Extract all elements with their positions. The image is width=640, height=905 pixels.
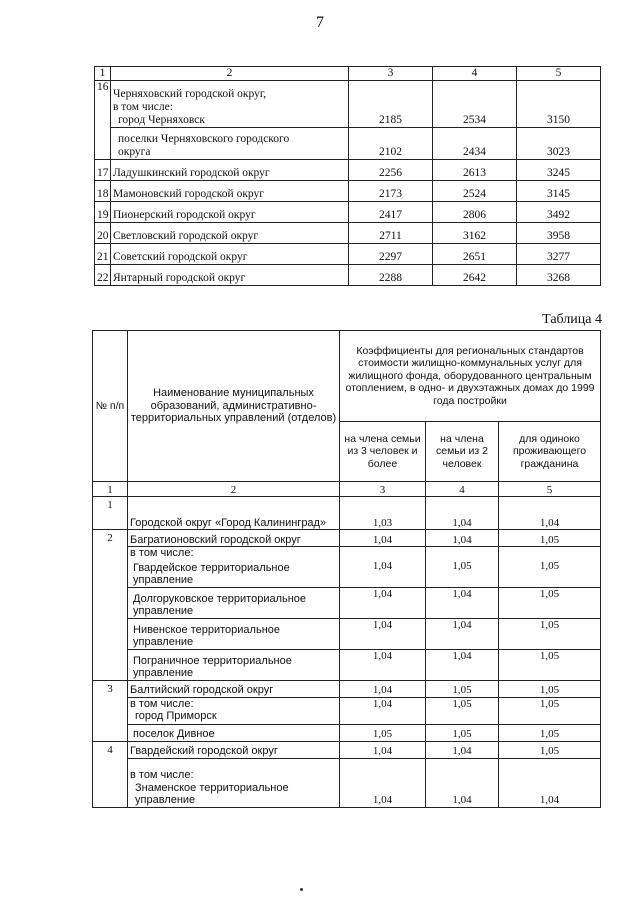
row-name: поселок Дивное <box>128 724 340 741</box>
coefficient-table <box>92 330 601 808</box>
value-4: 2613 <box>433 160 517 181</box>
value-3: 1,04 <box>340 680 426 697</box>
row-sub-name: Знаменское территориальное управление <box>135 781 289 806</box>
value-4: 2642 <box>433 265 517 286</box>
index-cell: 1 <box>93 482 128 497</box>
row-name-line: Светловский городской округ <box>113 230 259 242</box>
row-name: Гвардейский городской округ <box>128 741 340 758</box>
table1-header-cell: 2 <box>111 67 349 81</box>
value-5: 1,05 <box>499 697 601 724</box>
value-5: 3277 <box>517 244 601 265</box>
row-name-line: Мамоновский городской округ <box>113 188 264 200</box>
row-number: 16 <box>95 81 111 128</box>
row-name: Долгоруковское территориальное управление <box>128 587 340 618</box>
value-5: 1,05 <box>499 560 601 588</box>
page-number: 7 <box>316 14 324 31</box>
row-name <box>111 265 349 286</box>
value-5: 1,05 <box>499 724 601 741</box>
value-5: 3958 <box>517 223 601 244</box>
row-name <box>111 223 349 244</box>
row-name-line: в том числе: <box>113 100 173 113</box>
table-row <box>93 547 601 560</box>
value-3: 1,04 <box>340 530 426 547</box>
table-row <box>95 223 601 244</box>
table1-header-cell: 1 <box>95 67 111 81</box>
table-row <box>93 587 601 618</box>
table-row <box>95 265 601 286</box>
table-row <box>93 680 601 697</box>
row-number: 1 <box>93 497 128 530</box>
value-5: 3268 <box>517 265 601 286</box>
value-4: 1,04 <box>426 497 499 530</box>
value-4: 1,05 <box>426 724 499 741</box>
value-4: 1,04 <box>426 649 499 680</box>
value-3: 2185 <box>349 81 433 128</box>
index-cell: 3 <box>340 482 426 497</box>
index-cell: 4 <box>426 482 499 497</box>
value-5: 3492 <box>517 202 601 223</box>
row-name-line: Советский городской округ <box>113 251 248 263</box>
table1-header-cell: 3 <box>349 67 433 81</box>
sub-header-3: на члена семьи из 3 человек и более <box>340 421 426 481</box>
row-name: Гвардейское территориальное управление <box>128 560 340 588</box>
value-3: 2102 <box>349 127 433 160</box>
table1-header-row <box>95 67 601 81</box>
table2-index-row <box>93 482 601 497</box>
value-3: 2173 <box>349 181 433 202</box>
value-3: 1,04 <box>340 649 426 680</box>
value-3: 2297 <box>349 244 433 265</box>
value-5: 1,04 <box>499 758 601 807</box>
row-number: 2 <box>93 530 128 681</box>
row-name: Нивенское территориальное управление <box>128 618 340 649</box>
table-row <box>95 181 601 202</box>
value-3: 1,03 <box>340 497 426 530</box>
value-3: 1,04 <box>340 741 426 758</box>
value-3: 1,04 <box>340 618 426 649</box>
table-row <box>95 244 601 265</box>
value-5: 3145 <box>517 181 601 202</box>
table1-header-cell: 5 <box>517 67 601 81</box>
table-continued <box>94 66 601 286</box>
table-row <box>95 81 601 128</box>
sub-header-4: на члена семьи из 2 человек <box>426 421 499 481</box>
row-name <box>128 758 340 807</box>
value-5: 1,05 <box>499 680 601 697</box>
table-row <box>93 697 601 724</box>
table-row <box>93 560 601 588</box>
value-3: 1,04 <box>340 560 426 588</box>
row-name-line: Янтарный городской округ <box>113 272 246 284</box>
value-3: 1,04 <box>340 697 426 724</box>
value-4: 1,04 <box>426 587 499 618</box>
value-4: 1,05 <box>426 697 499 724</box>
table-row <box>93 724 601 741</box>
row-name: Балтийский городской округ <box>128 680 340 697</box>
table-row <box>93 530 601 547</box>
value-5: 1,05 <box>499 649 601 680</box>
row-number: 22 <box>95 265 111 286</box>
value-4: 1,04 <box>426 758 499 807</box>
value-4: 2806 <box>433 202 517 223</box>
row-name <box>128 697 340 724</box>
table-row <box>93 649 601 680</box>
value-4: 1,04 <box>426 618 499 649</box>
row-name <box>111 244 349 265</box>
table1-body <box>95 81 601 286</box>
value-5: 3245 <box>517 160 601 181</box>
value-5: 1,05 <box>499 530 601 547</box>
value-4: 2651 <box>433 244 517 265</box>
row-name: Пограничное территориальное управление <box>128 649 340 680</box>
row-name-line: округа <box>118 146 151 158</box>
value-4: 2434 <box>433 127 517 160</box>
value-5: 1,04 <box>499 497 601 530</box>
col-num-header: № п/п <box>93 331 128 482</box>
row-name <box>111 127 349 160</box>
table-caption: Таблица 4 <box>542 312 602 327</box>
row-name-line: Пионерский городской округ <box>113 209 256 221</box>
table-row <box>95 160 601 181</box>
value-3: 1,04 <box>340 587 426 618</box>
row-name-line: Черняховский городской округ, <box>113 87 267 100</box>
row-name <box>111 160 349 181</box>
row-intro: в том числе: <box>128 547 340 560</box>
coef-header: Коэффициенты для региональных стандартов стоимости жилищно-коммунальных услуг для жилищного фонда, оборудованного центральным отоплением, в одно- и двухэтажных домах до 1999 года постройки <box>340 331 601 422</box>
row-name: Багратионовский городской округ <box>128 530 340 547</box>
value-3: 1,04 <box>340 758 426 807</box>
index-cell: 5 <box>499 482 601 497</box>
table-row <box>93 741 601 758</box>
value-3: 2288 <box>349 265 433 286</box>
index-cell: 2 <box>128 482 340 497</box>
value-3: 2256 <box>349 160 433 181</box>
row-name-line: Ладушкинский городской округ <box>113 167 270 179</box>
value-4: 3162 <box>433 223 517 244</box>
sub-header-5: для одиноко проживающего гражданина <box>499 421 601 481</box>
row-number <box>95 127 111 160</box>
row-name: Городской округ «Город Калининград» <box>128 497 340 530</box>
row-number: 21 <box>95 244 111 265</box>
row-number: 20 <box>95 223 111 244</box>
value-4: 2534 <box>433 81 517 128</box>
row-intro: в том числе: <box>130 769 194 781</box>
value-4: 1,05 <box>426 560 499 588</box>
row-name <box>111 81 349 128</box>
value-3: 2711 <box>349 223 433 244</box>
value-5: 1,05 <box>499 618 601 649</box>
value-4: 1,05 <box>426 680 499 697</box>
value-5: 1,05 <box>499 741 601 758</box>
row-sub-name: город Приморск <box>135 710 217 722</box>
value-5: 3150 <box>517 81 601 128</box>
value-5: 3023 <box>517 127 601 160</box>
row-number: 17 <box>95 160 111 181</box>
row-number: 3 <box>93 680 128 741</box>
row-number: 4 <box>93 741 128 807</box>
table-row <box>93 618 601 649</box>
value-3: 1,05 <box>340 724 426 741</box>
row-name <box>111 202 349 223</box>
value-4: 2524 <box>433 181 517 202</box>
table1-header-cell: 4 <box>433 67 517 81</box>
row-name <box>111 181 349 202</box>
table2-header-row <box>93 331 601 422</box>
row-name-line: поселки Черняховского городского <box>118 133 290 145</box>
table-row <box>95 202 601 223</box>
value-3: 2417 <box>349 202 433 223</box>
value-4: 1,04 <box>426 530 499 547</box>
value-5: 1,05 <box>499 587 601 618</box>
row-name-line: город Черняховск <box>118 113 205 126</box>
table-row <box>95 127 601 160</box>
scan-dot <box>300 888 303 891</box>
row-number: 18 <box>95 181 111 202</box>
table-row <box>93 758 601 807</box>
table-row <box>93 497 601 530</box>
value-4: 1,04 <box>426 741 499 758</box>
col-name-header: Наименование муниципальных образований, административно-территориальных управлений (отделов) <box>128 331 340 482</box>
row-number: 19 <box>95 202 111 223</box>
row-intro: в том числе: <box>130 697 194 710</box>
